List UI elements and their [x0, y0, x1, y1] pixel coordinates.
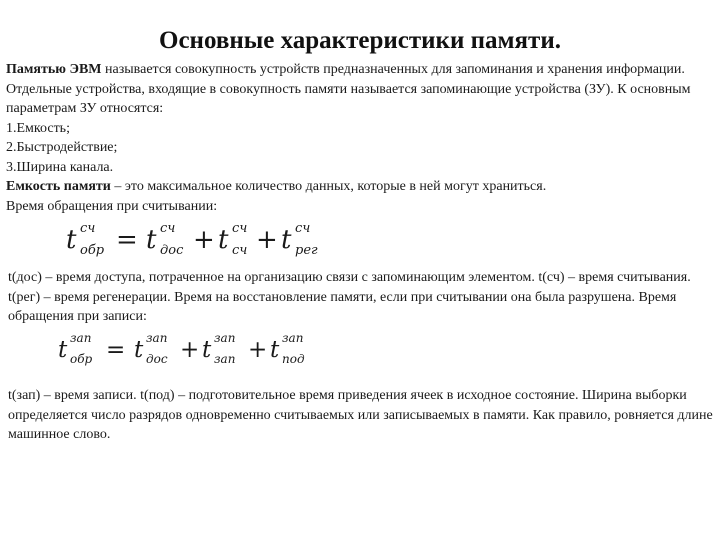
- read-time-paragraph: t(дос) – время доступа, потраченное на организацию связи с запоминающим элементом. t(сч) – время считывания. t(рег) – время регенерации. Время на восстановление памяти, если при считывании она была разрушена. Время обращения при записи:: [8, 270, 691, 324]
- formula-plus: +: [248, 337, 268, 363]
- capacity-definition-text: – это максимальное количество данных, которые в ней могут храниться.: [110, 179, 547, 194]
- formula-var: t: [66, 225, 77, 255]
- memory-term: Памятью ЭВМ: [6, 62, 102, 77]
- formula-sup: зап: [70, 331, 92, 345]
- write-time-explanation: [8, 386, 714, 445]
- memory-definition: [6, 60, 712, 119]
- list-item: 2.Быстродействие;: [6, 140, 118, 155]
- formula-sub: обр: [80, 243, 105, 258]
- formula-plus: +: [193, 225, 215, 255]
- formula-sup: сч: [295, 221, 311, 236]
- formula-plus: +: [180, 337, 200, 363]
- page-title: Основные характеристики памяти.: [159, 27, 561, 54]
- formula-equals: =: [116, 225, 138, 255]
- formula-var: t: [146, 225, 157, 255]
- formula-plus: +: [256, 225, 278, 255]
- formula-var: t: [202, 337, 212, 363]
- formula-sup: сч: [160, 221, 176, 236]
- write-time-paragraph: t(зап) – время записи. t(под) – подготовительное время приведения ячеек в исходное состояние. Ширина выборки определяется число разрядов одновременно считываемых или записываемых в памяти. Как правило, ровняется длине машинное слово.: [8, 388, 713, 442]
- memory-definition-text: называется совокупность устройств предназначенных для запоминания и хранения информации. Отдельные устройства, входящие в совокупность памяти называется запоминающие устройства (ЗУ). К основным параметрам ЗУ относятся:: [6, 62, 691, 116]
- capacity-term: Емкость памяти: [6, 179, 111, 194]
- formula-sub: сч: [232, 243, 248, 258]
- formula-sup: зап: [214, 331, 236, 345]
- formula-sub: под: [282, 352, 305, 366]
- formula-write-time: [58, 330, 348, 370]
- formula-sub: дос: [160, 243, 184, 258]
- list-item: 1.Емкость;: [6, 120, 70, 136]
- formula-read-time: [66, 218, 346, 262]
- formula-sup: сч: [232, 221, 248, 236]
- formula-sup: сч: [80, 221, 96, 236]
- formula-sub: зап: [214, 352, 236, 366]
- formula-var: t: [58, 337, 68, 363]
- formula-var: t: [134, 337, 144, 363]
- intro-text: [6, 60, 712, 216]
- formula-sub: обр: [70, 352, 93, 366]
- read-time-explanation: [8, 268, 714, 327]
- formula-equals: =: [106, 337, 126, 363]
- capacity-definition: [6, 177, 712, 197]
- formula-sup: зап: [282, 331, 304, 345]
- formula-sup: зап: [146, 331, 168, 345]
- read-time-label: Время обращения при считывании:: [6, 198, 218, 214]
- list-item: 3.Ширина канала.: [6, 159, 114, 175]
- formula-var: t: [281, 225, 292, 255]
- formula-sub: дос: [146, 352, 168, 366]
- formula-var: t: [270, 337, 280, 363]
- formula-var: t: [218, 225, 229, 255]
- formula-sub: рег: [295, 243, 318, 258]
